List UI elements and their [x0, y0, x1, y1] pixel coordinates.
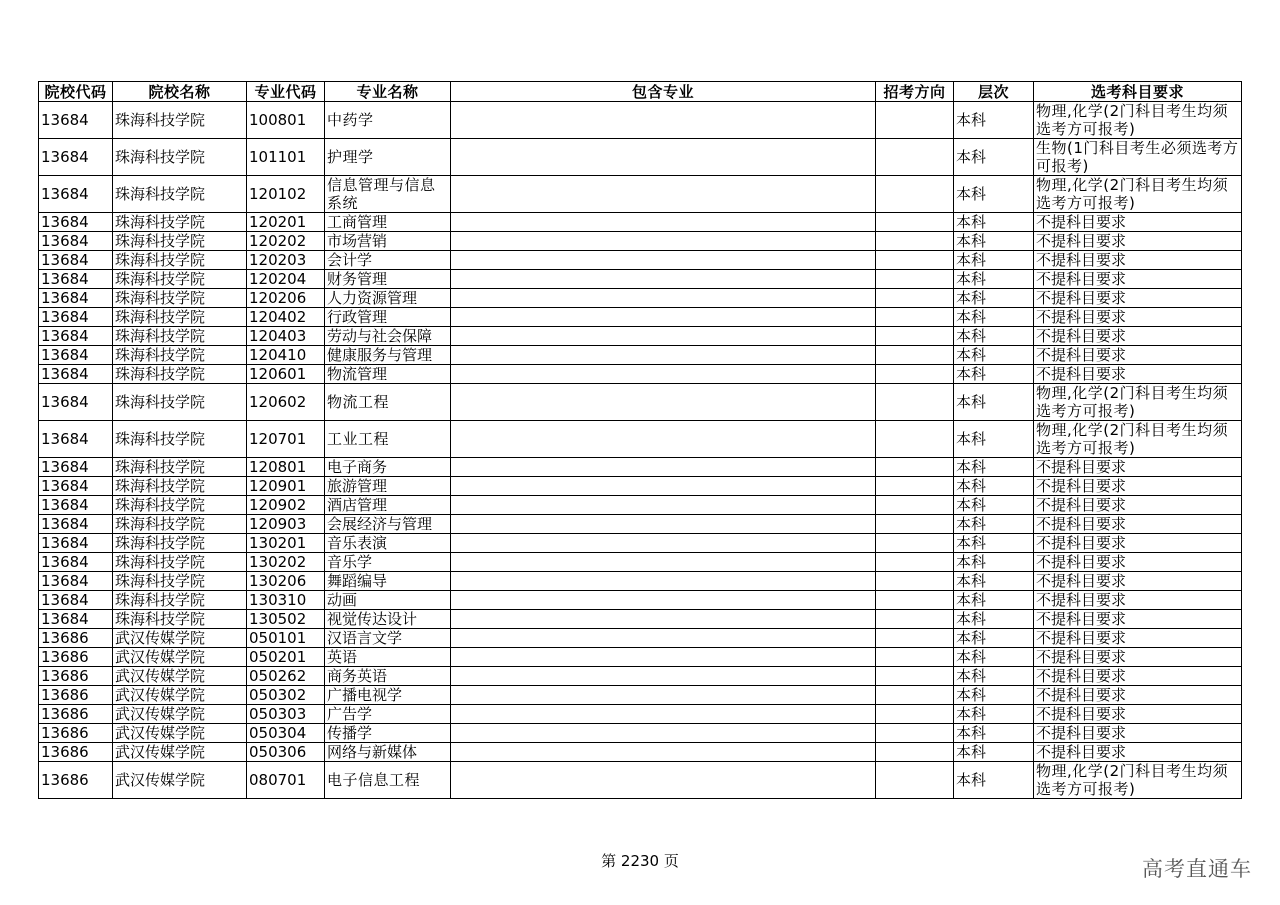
cell-included-majors: [451, 139, 876, 176]
cell-major-code: 120902: [247, 496, 325, 515]
header-row: [39, 82, 1242, 102]
table-row: [39, 724, 1242, 743]
cell-direction: [876, 139, 954, 176]
cell-school-name: 武汉传媒学院: [113, 629, 247, 648]
cell-subject-requirement: 不提科目要求: [1034, 308, 1242, 327]
cell-direction: [876, 534, 954, 553]
cell-school-name: 珠海科技学院: [113, 591, 247, 610]
cell-direction: [876, 496, 954, 515]
cell-included-majors: [451, 496, 876, 515]
cell-major-code: 120206: [247, 289, 325, 308]
cell-school-name: 武汉传媒学院: [113, 724, 247, 743]
cell-level: 本科: [954, 496, 1034, 515]
cell-included-majors: [451, 762, 876, 799]
cell-major-name: 商务英语: [325, 667, 451, 686]
cell-level: 本科: [954, 610, 1034, 629]
cell-included-majors: [451, 213, 876, 232]
cell-direction: [876, 270, 954, 289]
cell-major-name: 人力资源管理: [325, 289, 451, 308]
cell-major-code: 130310: [247, 591, 325, 610]
cell-school-name: 珠海科技学院: [113, 610, 247, 629]
cell-included-majors: [451, 365, 876, 384]
cell-major-name: 工业工程: [325, 421, 451, 458]
cell-school-name: 珠海科技学院: [113, 477, 247, 496]
cell-included-majors: [451, 176, 876, 213]
cell-subject-requirement: 不提科目要求: [1034, 213, 1242, 232]
cell-subject-requirement: 不提科目要求: [1034, 724, 1242, 743]
table-row: [39, 327, 1242, 346]
cell-school-name: 珠海科技学院: [113, 365, 247, 384]
cell-major-code: 050302: [247, 686, 325, 705]
cell-subject-requirement: 不提科目要求: [1034, 610, 1242, 629]
cell-level: 本科: [954, 629, 1034, 648]
cell-level: 本科: [954, 705, 1034, 724]
cell-major-name: 视觉传达设计: [325, 610, 451, 629]
cell-school-name: 珠海科技学院: [113, 327, 247, 346]
cell-subject-requirement: 不提科目要求: [1034, 648, 1242, 667]
cell-direction: [876, 346, 954, 365]
cell-school-name: 珠海科技学院: [113, 251, 247, 270]
cell-school-code: 13684: [39, 515, 113, 534]
cell-level: 本科: [954, 102, 1034, 139]
cell-direction: [876, 213, 954, 232]
cell-school-code: 13686: [39, 705, 113, 724]
cell-major-name: 广播电视学: [325, 686, 451, 705]
cell-school-name: 武汉传媒学院: [113, 743, 247, 762]
cell-level: 本科: [954, 251, 1034, 270]
cell-level: 本科: [954, 270, 1034, 289]
cell-school-name: 珠海科技学院: [113, 384, 247, 421]
cell-school-code: 13684: [39, 591, 113, 610]
cell-included-majors: [451, 572, 876, 591]
cell-school-code: 13684: [39, 346, 113, 365]
table-row: [39, 496, 1242, 515]
cell-major-code: 120402: [247, 308, 325, 327]
cell-major-name: 物流管理: [325, 365, 451, 384]
cell-major-name: 英语: [325, 648, 451, 667]
cell-school-name: 珠海科技学院: [113, 308, 247, 327]
cell-direction: [876, 686, 954, 705]
cell-major-name: 音乐学: [325, 553, 451, 572]
cell-level: 本科: [954, 572, 1034, 591]
cell-level: 本科: [954, 534, 1034, 553]
cell-direction: [876, 421, 954, 458]
cell-school-code: 13686: [39, 686, 113, 705]
cell-major-code: 050101: [247, 629, 325, 648]
cell-school-code: 13686: [39, 724, 113, 743]
table-row: [39, 346, 1242, 365]
cell-school-name: 珠海科技学院: [113, 553, 247, 572]
cell-major-code: 050303: [247, 705, 325, 724]
cell-included-majors: [451, 421, 876, 458]
table-row: [39, 270, 1242, 289]
cell-school-code: 13684: [39, 572, 113, 591]
cell-major-name: 电子商务: [325, 458, 451, 477]
cell-level: 本科: [954, 648, 1034, 667]
cell-subject-requirement: 生物(1门科目考生必须选考方可报考): [1034, 139, 1242, 176]
cell-major-name: 物流工程: [325, 384, 451, 421]
table-row: [39, 667, 1242, 686]
cell-included-majors: [451, 458, 876, 477]
cell-subject-requirement: 不提科目要求: [1034, 515, 1242, 534]
cell-subject-requirement: 不提科目要求: [1034, 289, 1242, 308]
cell-subject-requirement: 不提科目要求: [1034, 572, 1242, 591]
cell-subject-requirement: 不提科目要求: [1034, 686, 1242, 705]
cell-school-code: 13684: [39, 534, 113, 553]
cell-included-majors: [451, 251, 876, 270]
cell-major-code: 050306: [247, 743, 325, 762]
cell-major-code: 120201: [247, 213, 325, 232]
cell-subject-requirement: 不提科目要求: [1034, 496, 1242, 515]
cell-school-code: 13686: [39, 762, 113, 799]
table-row: [39, 553, 1242, 572]
cell-subject-requirement: 物理,化学(2门科目考生均须选考方可报考): [1034, 176, 1242, 213]
cell-direction: [876, 327, 954, 346]
cell-major-code: 120202: [247, 232, 325, 251]
cell-level: 本科: [954, 515, 1034, 534]
cell-major-code: 120601: [247, 365, 325, 384]
cell-major-code: 120410: [247, 346, 325, 365]
cell-major-code: 120801: [247, 458, 325, 477]
cell-major-name: 舞蹈编导: [325, 572, 451, 591]
cell-direction: [876, 572, 954, 591]
cell-major-code: 120602: [247, 384, 325, 421]
cell-major-code: 120102: [247, 176, 325, 213]
cell-major-code: 120403: [247, 327, 325, 346]
cell-school-code: 13684: [39, 496, 113, 515]
cell-level: 本科: [954, 667, 1034, 686]
cell-school-name: 武汉传媒学院: [113, 762, 247, 799]
header-subject-requirement: 选考科目要求: [1034, 82, 1242, 102]
cell-school-name: 武汉传媒学院: [113, 686, 247, 705]
cell-level: 本科: [954, 365, 1034, 384]
cell-major-code: 130201: [247, 534, 325, 553]
cell-school-code: 13684: [39, 213, 113, 232]
cell-major-name: 广告学: [325, 705, 451, 724]
cell-subject-requirement: 不提科目要求: [1034, 251, 1242, 270]
cell-school-name: 珠海科技学院: [113, 534, 247, 553]
cell-level: 本科: [954, 176, 1034, 213]
cell-major-name: 市场营销: [325, 232, 451, 251]
cell-major-code: 130206: [247, 572, 325, 591]
table-row: [39, 139, 1242, 176]
cell-major-name: 行政管理: [325, 308, 451, 327]
table-row: [39, 629, 1242, 648]
cell-major-name: 酒店管理: [325, 496, 451, 515]
cell-subject-requirement: 不提科目要求: [1034, 667, 1242, 686]
cell-level: 本科: [954, 477, 1034, 496]
header-school-code: 院校代码: [39, 82, 113, 102]
header-included-majors: 包含专业: [451, 82, 876, 102]
cell-major-code: 120701: [247, 421, 325, 458]
header-direction: 招考方向: [876, 82, 954, 102]
cell-school-name: 武汉传媒学院: [113, 667, 247, 686]
table-row: [39, 477, 1242, 496]
cell-level: 本科: [954, 686, 1034, 705]
cell-included-majors: [451, 346, 876, 365]
cell-school-code: 13686: [39, 743, 113, 762]
cell-included-majors: [451, 591, 876, 610]
table-row: [39, 743, 1242, 762]
table-row: [39, 251, 1242, 270]
cell-included-majors: [451, 289, 876, 308]
cell-school-code: 13684: [39, 384, 113, 421]
table-row: [39, 289, 1242, 308]
cell-school-code: 13684: [39, 610, 113, 629]
table-row: [39, 102, 1242, 139]
cell-school-name: 珠海科技学院: [113, 139, 247, 176]
cell-included-majors: [451, 232, 876, 251]
cell-level: 本科: [954, 289, 1034, 308]
cell-included-majors: [451, 686, 876, 705]
cell-major-name: 动画: [325, 591, 451, 610]
table-row: [39, 458, 1242, 477]
cell-major-name: 会计学: [325, 251, 451, 270]
cell-school-code: 13686: [39, 667, 113, 686]
page-number: 第 2230 页: [601, 852, 679, 870]
cell-subject-requirement: 不提科目要求: [1034, 327, 1242, 346]
cell-school-name: 武汉传媒学院: [113, 648, 247, 667]
table-row: [39, 421, 1242, 458]
cell-level: 本科: [954, 213, 1034, 232]
cell-direction: [876, 176, 954, 213]
cell-school-code: 13684: [39, 421, 113, 458]
cell-major-code: 050262: [247, 667, 325, 686]
cell-major-code: 080701: [247, 762, 325, 799]
table-row: [39, 705, 1242, 724]
cell-major-name: 电子信息工程: [325, 762, 451, 799]
header-school-name: 院校名称: [113, 82, 247, 102]
cell-direction: [876, 458, 954, 477]
cell-included-majors: [451, 705, 876, 724]
table-row: [39, 365, 1242, 384]
cell-subject-requirement: 不提科目要求: [1034, 591, 1242, 610]
cell-school-name: 珠海科技学院: [113, 102, 247, 139]
cell-level: 本科: [954, 384, 1034, 421]
cell-level: 本科: [954, 232, 1034, 251]
cell-school-code: 13684: [39, 102, 113, 139]
cell-school-code: 13684: [39, 289, 113, 308]
cell-direction: [876, 591, 954, 610]
cell-level: 本科: [954, 553, 1034, 572]
cell-direction: [876, 102, 954, 139]
cell-subject-requirement: 物理,化学(2门科目考生均须选考方可报考): [1034, 102, 1242, 139]
cell-school-code: 13684: [39, 458, 113, 477]
cell-level: 本科: [954, 724, 1034, 743]
cell-subject-requirement: 物理,化学(2门科目考生均须选考方可报考): [1034, 384, 1242, 421]
cell-level: 本科: [954, 458, 1034, 477]
cell-school-name: 武汉传媒学院: [113, 705, 247, 724]
cell-school-name: 珠海科技学院: [113, 572, 247, 591]
header-level: 层次: [954, 82, 1034, 102]
cell-subject-requirement: 不提科目要求: [1034, 270, 1242, 289]
cell-subject-requirement: 不提科目要求: [1034, 458, 1242, 477]
cell-direction: [876, 629, 954, 648]
cell-level: 本科: [954, 308, 1034, 327]
cell-subject-requirement: 不提科目要求: [1034, 743, 1242, 762]
cell-subject-requirement: 不提科目要求: [1034, 346, 1242, 365]
table-row: [39, 686, 1242, 705]
cell-direction: [876, 705, 954, 724]
table-row: [39, 308, 1242, 327]
cell-level: 本科: [954, 762, 1034, 799]
cell-direction: [876, 667, 954, 686]
cell-included-majors: [451, 270, 876, 289]
cell-direction: [876, 289, 954, 308]
cell-included-majors: [451, 515, 876, 534]
cell-included-majors: [451, 327, 876, 346]
cell-level: 本科: [954, 591, 1034, 610]
cell-major-code: 120204: [247, 270, 325, 289]
cell-major-code: 130502: [247, 610, 325, 629]
cell-major-code: 120903: [247, 515, 325, 534]
cell-included-majors: [451, 667, 876, 686]
cell-direction: [876, 610, 954, 629]
cell-included-majors: [451, 724, 876, 743]
cell-included-majors: [451, 629, 876, 648]
cell-direction: [876, 515, 954, 534]
cell-school-code: 13684: [39, 477, 113, 496]
cell-school-code: 13684: [39, 365, 113, 384]
cell-direction: [876, 477, 954, 496]
header-major-code: 专业代码: [247, 82, 325, 102]
cell-direction: [876, 384, 954, 421]
cell-included-majors: [451, 743, 876, 762]
cell-direction: [876, 232, 954, 251]
cell-subject-requirement: 物理,化学(2门科目考生均须选考方可报考): [1034, 421, 1242, 458]
cell-direction: [876, 762, 954, 799]
cell-direction: [876, 308, 954, 327]
cell-included-majors: [451, 534, 876, 553]
cell-major-name: 财务管理: [325, 270, 451, 289]
cell-direction: [876, 648, 954, 667]
cell-level: 本科: [954, 346, 1034, 365]
cell-subject-requirement: 不提科目要求: [1034, 553, 1242, 572]
cell-school-code: 13686: [39, 629, 113, 648]
cell-major-code: 101101: [247, 139, 325, 176]
table-row: [39, 591, 1242, 610]
cell-subject-requirement: 物理,化学(2门科目考生均须选考方可报考): [1034, 762, 1242, 799]
cell-school-name: 珠海科技学院: [113, 458, 247, 477]
table-row: [39, 572, 1242, 591]
cell-school-name: 珠海科技学院: [113, 421, 247, 458]
watermark-text: 高考直通车: [1142, 857, 1252, 881]
cell-major-name: 健康服务与管理: [325, 346, 451, 365]
table-row: [39, 610, 1242, 629]
cell-level: 本科: [954, 743, 1034, 762]
cell-major-name: 传播学: [325, 724, 451, 743]
cell-included-majors: [451, 610, 876, 629]
cell-major-name: 网络与新媒体: [325, 743, 451, 762]
cell-direction: [876, 251, 954, 270]
cell-school-name: 珠海科技学院: [113, 515, 247, 534]
cell-subject-requirement: 不提科目要求: [1034, 477, 1242, 496]
table-row: [39, 648, 1242, 667]
cell-school-code: 13684: [39, 270, 113, 289]
cell-direction: [876, 553, 954, 572]
cell-major-code: 130202: [247, 553, 325, 572]
cell-subject-requirement: 不提科目要求: [1034, 534, 1242, 553]
cell-school-name: 珠海科技学院: [113, 176, 247, 213]
cell-school-code: 13684: [39, 327, 113, 346]
cell-subject-requirement: 不提科目要求: [1034, 232, 1242, 251]
cell-major-name: 工商管理: [325, 213, 451, 232]
table-row: [39, 176, 1242, 213]
cell-subject-requirement: 不提科目要求: [1034, 365, 1242, 384]
table-row: [39, 515, 1242, 534]
cell-school-name: 珠海科技学院: [113, 289, 247, 308]
cell-included-majors: [451, 553, 876, 572]
cell-included-majors: [451, 308, 876, 327]
table-row: [39, 213, 1242, 232]
cell-major-code: 100801: [247, 102, 325, 139]
cell-major-code: 050304: [247, 724, 325, 743]
cell-major-code: 120901: [247, 477, 325, 496]
table-row: [39, 384, 1242, 421]
table-row: [39, 534, 1242, 553]
header-major-name: 专业名称: [325, 82, 451, 102]
cell-major-name: 汉语言文学: [325, 629, 451, 648]
table-row: [39, 762, 1242, 799]
cell-major-name: 音乐表演: [325, 534, 451, 553]
cell-school-code: 13684: [39, 176, 113, 213]
cell-school-name: 珠海科技学院: [113, 496, 247, 515]
cell-school-name: 珠海科技学院: [113, 346, 247, 365]
cell-major-name: 信息管理与信息系统: [325, 176, 451, 213]
cell-school-name: 珠海科技学院: [113, 270, 247, 289]
cell-major-name: 劳动与社会保障: [325, 327, 451, 346]
cell-major-name: 中药学: [325, 102, 451, 139]
cell-level: 本科: [954, 421, 1034, 458]
cell-major-name: 护理学: [325, 139, 451, 176]
cell-direction: [876, 365, 954, 384]
table-row: [39, 232, 1242, 251]
cell-major-name: 会展经济与管理: [325, 515, 451, 534]
cell-subject-requirement: 不提科目要求: [1034, 705, 1242, 724]
cell-school-code: 13684: [39, 232, 113, 251]
cell-direction: [876, 743, 954, 762]
cell-school-name: 珠海科技学院: [113, 213, 247, 232]
cell-major-name: 旅游管理: [325, 477, 451, 496]
cell-subject-requirement: 不提科目要求: [1034, 629, 1242, 648]
cell-school-code: 13684: [39, 251, 113, 270]
cell-included-majors: [451, 102, 876, 139]
cell-direction: [876, 724, 954, 743]
cell-level: 本科: [954, 327, 1034, 346]
cell-major-code: 050201: [247, 648, 325, 667]
cell-school-code: 13686: [39, 648, 113, 667]
cell-school-code: 13684: [39, 553, 113, 572]
cell-included-majors: [451, 477, 876, 496]
table-body: [39, 102, 1242, 799]
cell-major-code: 120203: [247, 251, 325, 270]
cell-level: 本科: [954, 139, 1034, 176]
cell-school-code: 13684: [39, 139, 113, 176]
cell-included-majors: [451, 384, 876, 421]
cell-school-name: 珠海科技学院: [113, 232, 247, 251]
cell-school-code: 13684: [39, 308, 113, 327]
cell-included-majors: [451, 648, 876, 667]
admission-table: [38, 81, 1242, 799]
